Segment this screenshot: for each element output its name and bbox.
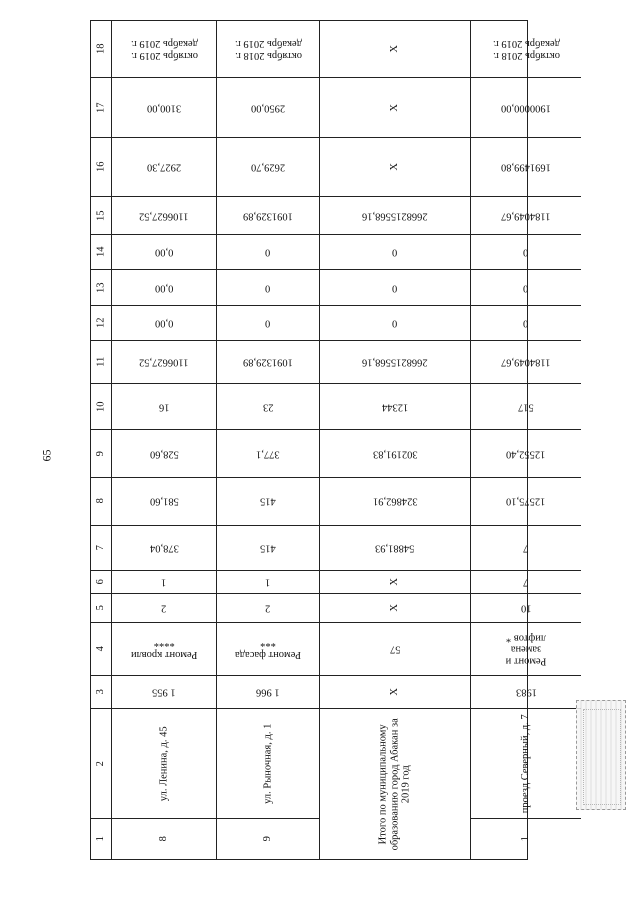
col-num-2: 2 (91, 709, 111, 819)
cell-c13: 0 (320, 270, 470, 305)
cell-area-c9: 302191,83 (320, 430, 470, 478)
cell-total-c11: 1091329,89 (217, 341, 319, 384)
cell-work-period: октябрь 2018 г. декабрь 2019 г. (217, 21, 319, 78)
cell-year: Х (320, 676, 470, 709)
cell-work-type: Ремонт фасада *** (217, 623, 319, 676)
cell-area-c8: 581,60 (112, 478, 216, 526)
cell-year: 1983 (471, 676, 581, 709)
col-num-16: 16 (91, 138, 111, 197)
cell-row-number: 8 (158, 836, 170, 842)
cell-floors: Х (320, 594, 470, 623)
table-row (471, 21, 581, 859)
cell-residents: 12344 (320, 384, 470, 430)
cell-entrances: Х (320, 571, 470, 595)
col-num-12: 12 (91, 306, 111, 341)
cell-area-c7: 54881,93 (320, 526, 470, 571)
col-num-4: 4 (91, 623, 111, 676)
cell-c14: 0 (217, 235, 319, 270)
cell-c14: 0 (471, 235, 581, 270)
cell-max-cost: 3100,00 (112, 78, 216, 137)
cell-c14: 0 (320, 235, 470, 270)
cell-area-c8: 12575,10 (471, 478, 581, 526)
cell-floors: 10 (471, 594, 581, 623)
cell-c13: 0,00 (112, 270, 216, 305)
col-num-15: 15 (91, 197, 111, 235)
cell-work-type: Ремонт и замена лифтов * (471, 623, 581, 676)
cell-entrances: 1 (112, 571, 216, 595)
cell-area-c9: 377,1 (217, 430, 319, 478)
cell-area-c9: 528,60 (112, 430, 216, 478)
cell-total-c15: 2668215568,16 (320, 197, 470, 235)
table-row-total (320, 21, 471, 859)
cell-year: 1 955 (112, 676, 216, 709)
col-num-14: 14 (91, 235, 111, 270)
cell-c14: 0,00 (112, 235, 216, 270)
col-num-7: 7 (91, 526, 111, 571)
cell-entrances: 7 (471, 571, 581, 595)
stamp-frame (583, 709, 621, 805)
cell-work-type: Ремонт кровли **** (112, 623, 216, 676)
cell-year: 1 966 (217, 676, 319, 709)
cell-area-c9: 12552,40 (471, 430, 581, 478)
cell-total-c11: 1106627,52 (112, 341, 216, 384)
cell-unit-cost: 1691499,80 (471, 138, 581, 197)
cell-row-number: 1 (520, 836, 532, 842)
cell-work-period: октябрь 2019 г. декабрь 2019 г. (112, 21, 216, 78)
cell-unit-cost: Х (320, 138, 470, 197)
data-table (90, 20, 560, 860)
cell-area-c7: 7 (471, 526, 581, 571)
cell-work-type: 57 (320, 623, 470, 676)
cell-max-cost: Х (320, 78, 470, 137)
cell-address: проезд Северный, д. 7 (471, 709, 581, 819)
col-num-10: 10 (91, 384, 111, 430)
cell-total-c15: 1091329,89 (217, 197, 319, 235)
cell-area-c8: 324862,91 (320, 478, 470, 526)
cell-residents: 16 (112, 384, 216, 430)
cell-area-c7: 415 (217, 526, 319, 571)
col-num-11: 11 (91, 341, 111, 384)
cell-work-period: октябрь 2018 г. декабрь 2019 г. (471, 21, 581, 78)
cell-area-c7: 378,04 (112, 526, 216, 571)
col-num-9: 9 (91, 430, 111, 478)
cell-total-c11: 2668215568,16 (320, 341, 470, 384)
col-num-8: 8 (91, 478, 111, 526)
cell-work-period: Х (320, 21, 470, 78)
cell-total-c15: 1184049,67 (471, 197, 581, 235)
cell-unit-cost: 2927,30 (112, 138, 216, 197)
table-row (217, 21, 320, 859)
page-number-text: 65 (39, 449, 54, 461)
cell-address: ул. Рыночная, д. 1 (217, 709, 319, 819)
col-num-18: 18 (91, 21, 111, 78)
col-num-17: 17 (91, 78, 111, 137)
cell-row-number: 9 (262, 836, 274, 842)
cell-total-label: Итого по муниципальному образованию город Абакан за 2019 год (377, 717, 412, 851)
col-num-1: 1 (95, 836, 107, 842)
stamp-image (576, 700, 626, 810)
cell-unit-cost: 2629,70 (217, 138, 319, 197)
cell-floors: 2 (217, 594, 319, 623)
col-num-3: 3 (91, 676, 111, 709)
col-num-5: 5 (91, 594, 111, 623)
cell-total-c15: 1106627,52 (112, 197, 216, 235)
cell-c12: 0 (320, 306, 470, 341)
col-num-6: 6 (91, 571, 111, 595)
column-number-strip (91, 21, 112, 859)
cell-c13: 0 (217, 270, 319, 305)
table-row (112, 21, 217, 859)
page-number (37, 440, 57, 470)
cell-address: ул. Ленина, д. 45 (112, 709, 216, 819)
cell-total-c11: 1184049,67 (471, 341, 581, 384)
cell-c12: 0,00 (112, 306, 216, 341)
cell-c12: 0 (471, 306, 581, 341)
cell-entrances: 1 (217, 571, 319, 595)
cell-floors: 2 (112, 594, 216, 623)
col-num-13: 13 (91, 270, 111, 305)
cell-c12: 0 (217, 306, 319, 341)
cell-c13: 0 (471, 270, 581, 305)
cell-max-cost: 1900000,00 (471, 78, 581, 137)
cell-area-c8: 415 (217, 478, 319, 526)
cell-residents: 517 (471, 384, 581, 430)
cell-max-cost: 2950,00 (217, 78, 319, 137)
cell-residents: 23 (217, 384, 319, 430)
